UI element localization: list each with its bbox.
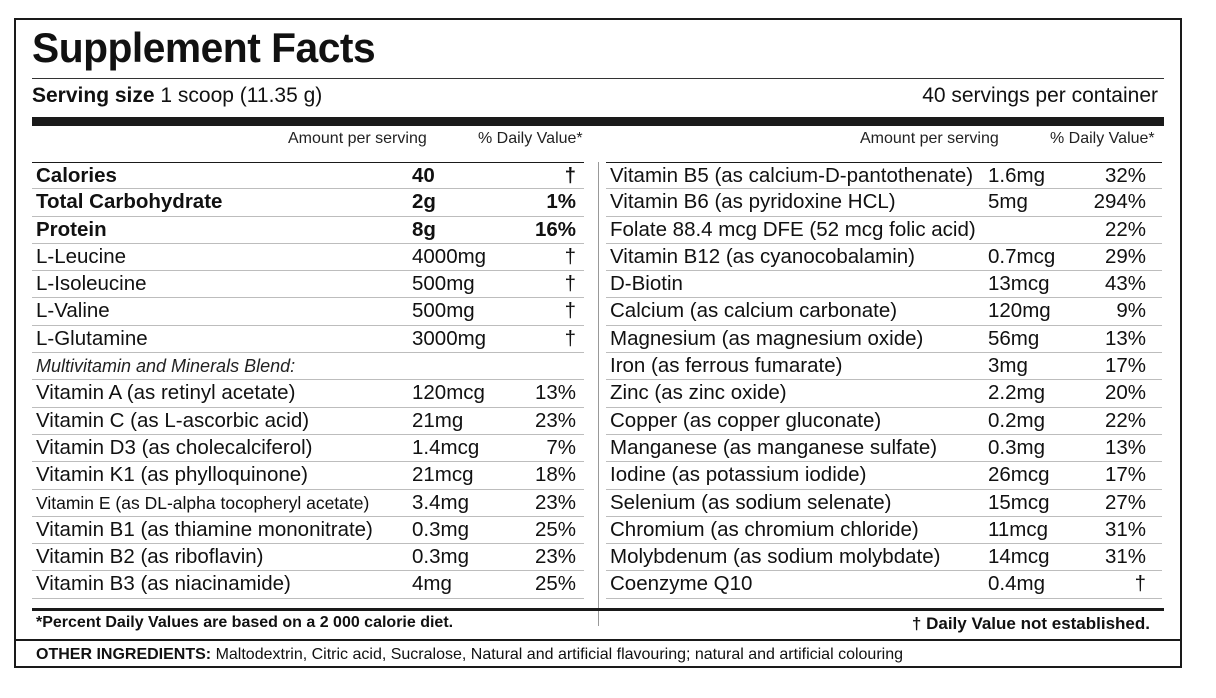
nutrient-daily-value: 32% — [1104, 164, 1146, 187]
nutrient-daily-value: 13% — [1104, 435, 1146, 459]
nutrient-name: Vitamin B3 (as niacinamide) — [36, 572, 291, 596]
nutrient-daily-value: 22% — [1104, 408, 1146, 432]
nutrient-amount: 21mcg — [412, 463, 474, 487]
nutrient-row — [32, 380, 584, 407]
nutrient-amount: 15mcg — [988, 490, 1050, 514]
nutrient-name: Molybdenum (as sodium molybdate) — [610, 545, 941, 569]
nutrient-daily-value: 18% — [534, 463, 576, 487]
nutrient-amount: 3.4mg — [412, 490, 469, 514]
nutrient-name: Manganese (as manganese sulfate) — [610, 435, 938, 459]
nutrient-amount: 4mg — [412, 572, 452, 596]
nutrient-amount: 4000mg — [412, 244, 487, 268]
nutrient-name: Vitamin K1 (as phylloquinone) — [36, 463, 308, 487]
nutrient-name: Magnesium (as magnesium oxide) — [610, 326, 924, 350]
nutrient-row — [32, 571, 584, 598]
nutrient-daily-value: 17% — [1104, 463, 1146, 487]
nutrient-daily-value: † — [564, 244, 576, 268]
nutrient-name: Folate 88.4 mcg DFE (52 mcg folic acid) — [610, 217, 976, 241]
nutrient-daily-value: † — [564, 164, 576, 187]
thick-divider — [32, 117, 1164, 126]
nutrient-name: Zinc (as zinc oxide) — [610, 381, 787, 405]
nutrient-daily-value: 13% — [1104, 326, 1146, 350]
nutrient-name: D-Biotin — [610, 272, 683, 296]
nutrient-amount: 0.4mg — [988, 572, 1045, 596]
nutrient-name: Vitamin B2 (as riboflavin) — [36, 545, 264, 569]
left-amount-header: Amount per serving — [288, 130, 427, 147]
nutrient-daily-value: 294% — [1093, 190, 1146, 214]
nutrient-name: Vitamin D3 (as cholecalciferol) — [36, 435, 313, 459]
nutrient-row — [606, 571, 1162, 598]
nutrient-row — [606, 353, 1162, 380]
column-separator — [598, 162, 599, 626]
right-dv-header: % Daily Value* — [1050, 130, 1155, 147]
nutrient-name: Vitamin B12 (as cyanocobalamin) — [610, 244, 915, 268]
nutrient-row — [32, 544, 584, 571]
nutrient-daily-value: † — [1134, 572, 1146, 596]
nutrient-name: Protein — [36, 217, 107, 241]
nutrient-name: Vitamin E (as DL-alpha tocopheryl acetate) — [36, 492, 370, 513]
nutrient-amount: 56mg — [988, 326, 1040, 350]
nutrient-name: L-Isoleucine — [36, 272, 147, 296]
dagger-footnote: † Daily Value not established. — [911, 614, 1150, 633]
nutrient-amount: 1.4mcg — [412, 435, 480, 459]
nutrient-name: Vitamin A (as retinyl acetate) — [36, 381, 296, 405]
nutrient-amount: 26mcg — [988, 463, 1050, 487]
nutrient-daily-value: 31% — [1104, 545, 1146, 569]
nutrient-daily-value: 17% — [1104, 354, 1146, 378]
nutrient-daily-value: 13% — [534, 381, 576, 405]
nutrient-row — [32, 244, 584, 271]
nutrient-daily-value: 9% — [1116, 299, 1146, 323]
nutrient-daily-value: 7% — [546, 435, 576, 459]
nutrient-amount: 13mcg — [988, 272, 1050, 296]
nutrient-row — [606, 244, 1162, 271]
nutrient-name: Coenzyme Q10 — [610, 572, 753, 596]
nutrient-amount: 0.3mg — [988, 435, 1045, 459]
nutrient-daily-value: 23% — [534, 545, 576, 569]
nutrient-row — [606, 271, 1162, 298]
nutrient-amount: 0.2mg — [988, 408, 1045, 432]
nutrient-amount: 14mcg — [988, 545, 1050, 569]
nutrient-amount: 1.6mg — [988, 164, 1045, 187]
nutrient-daily-value: 16% — [534, 217, 576, 241]
divider — [32, 78, 1164, 79]
nutrient-amount: 500mg — [412, 299, 475, 323]
nutrient-amount: 2g — [412, 190, 436, 214]
nutrient-amount: 11mcg — [988, 517, 1049, 541]
nutrient-row — [606, 189, 1162, 216]
nutrient-row — [32, 517, 584, 544]
nutrient-daily-value: † — [564, 272, 576, 296]
nutrient-amount: 21mg — [412, 408, 464, 432]
nutrient-row — [32, 189, 584, 216]
nutrient-name: Calories — [36, 164, 117, 187]
nutrient-name: Calcium (as calcium carbonate) — [610, 299, 898, 323]
nutrient-name: Selenium (as sodium selenate) — [610, 490, 892, 514]
nutrient-name: Vitamin B6 (as pyridoxine HCL) — [610, 190, 896, 214]
nutrient-amount: 3000mg — [412, 326, 487, 350]
nutrient-row — [606, 462, 1162, 489]
nutrient-row — [606, 408, 1162, 435]
nutrient-row — [32, 490, 584, 517]
nutrient-row — [606, 298, 1162, 325]
nutrient-row — [606, 162, 1162, 189]
nutrient-daily-value: 27% — [1104, 490, 1146, 514]
nutrient-row — [32, 353, 584, 380]
nutrient-daily-value: 31% — [1104, 517, 1146, 541]
nutrient-daily-value: 43% — [1104, 272, 1146, 296]
servings-per-container: 40 servings per container — [922, 84, 1158, 107]
nutrient-name: Vitamin C (as L-ascorbic acid) — [36, 408, 310, 432]
nutrient-amount: 0.3mg — [412, 545, 469, 569]
serving-size — [32, 84, 322, 108]
nutrient-amount: 5mg — [988, 190, 1028, 214]
nutrient-row — [32, 298, 584, 325]
right-nutrient-column — [606, 162, 1162, 599]
nutrient-name: Vitamin B5 (as calcium-D-pantothenate) — [610, 164, 974, 187]
nutrient-name: L-Leucine — [36, 244, 127, 268]
supplement-facts-panel — [14, 18, 1182, 668]
footer-divider — [32, 608, 1164, 611]
nutrient-amount: 40 — [412, 164, 435, 187]
nutrient-daily-value: 22% — [1104, 217, 1146, 241]
nutrient-name: Chromium (as chromium chloride) — [610, 517, 919, 541]
nutrient-daily-value: † — [564, 326, 576, 350]
percent-footnote: *Percent Daily Values are based on a 2 000 calorie diet. — [36, 614, 454, 631]
other-ingredients-text: Maltodextrin, Citric acid, Sucralose, Natural and artificial flavouring; natural and artificial colouring — [211, 646, 903, 663]
nutrient-row — [606, 517, 1162, 544]
nutrient-daily-value: 23% — [534, 408, 576, 432]
nutrient-daily-value: 1% — [546, 190, 576, 214]
serving-size-value: 1 scoop (11.35 g) — [160, 84, 323, 107]
nutrient-row — [32, 162, 584, 189]
nutrient-row — [32, 435, 584, 462]
nutrient-row — [32, 271, 584, 298]
nutrient-daily-value: 25% — [534, 572, 576, 596]
nutrient-row — [606, 326, 1162, 353]
nutrient-amount: 0.7mcg — [988, 244, 1056, 268]
nutrient-amount: 0.3mg — [412, 517, 469, 541]
other-ingredients-label: OTHER INGREDIENTS: — [36, 646, 212, 663]
nutrient-row — [32, 217, 584, 244]
nutrient-amount: 8g — [412, 217, 436, 241]
nutrient-row — [32, 326, 584, 353]
nutrient-amount: 120mcg — [412, 381, 485, 405]
nutrient-daily-value: 29% — [1104, 244, 1146, 268]
other-ingredients — [36, 646, 903, 664]
nutrient-name: Iodine (as potassium iodide) — [610, 463, 867, 487]
nutrient-name: Copper (as copper gluconate) — [610, 408, 882, 432]
nutrient-name: Multivitamin and Minerals Blend: — [36, 356, 296, 377]
ingredients-divider — [16, 639, 1180, 641]
left-dv-header: % Daily Value* — [478, 130, 583, 147]
nutrient-amount: 3mg — [988, 354, 1028, 378]
nutrient-amount: 2.2mg — [988, 381, 1045, 405]
nutrient-row — [606, 217, 1162, 244]
right-amount-header: Amount per serving — [860, 130, 999, 147]
left-nutrient-column — [32, 162, 584, 599]
nutrient-name: L-Glutamine — [36, 326, 148, 350]
page-title: Supplement Facts — [32, 24, 376, 71]
nutrient-name: L-Valine — [36, 299, 110, 323]
nutrient-name: Total Carbohydrate — [36, 190, 223, 214]
nutrient-row — [606, 380, 1162, 407]
nutrient-daily-value: 20% — [1104, 381, 1146, 405]
nutrient-daily-value: 25% — [534, 517, 576, 541]
nutrient-row — [606, 490, 1162, 517]
nutrient-daily-value: † — [564, 299, 576, 323]
nutrient-daily-value: 23% — [534, 490, 576, 514]
nutrient-row — [606, 435, 1162, 462]
nutrient-amount: 500mg — [412, 272, 475, 296]
nutrient-row — [606, 544, 1162, 571]
nutrient-name: Vitamin B1 (as thiamine mononitrate) — [36, 517, 373, 541]
nutrient-row — [32, 462, 584, 489]
nutrient-amount: 120mg — [988, 299, 1051, 323]
nutrient-row — [32, 408, 584, 435]
nutrient-name: Iron (as ferrous fumarate) — [610, 354, 843, 378]
serving-size-label: Serving size — [32, 84, 155, 107]
